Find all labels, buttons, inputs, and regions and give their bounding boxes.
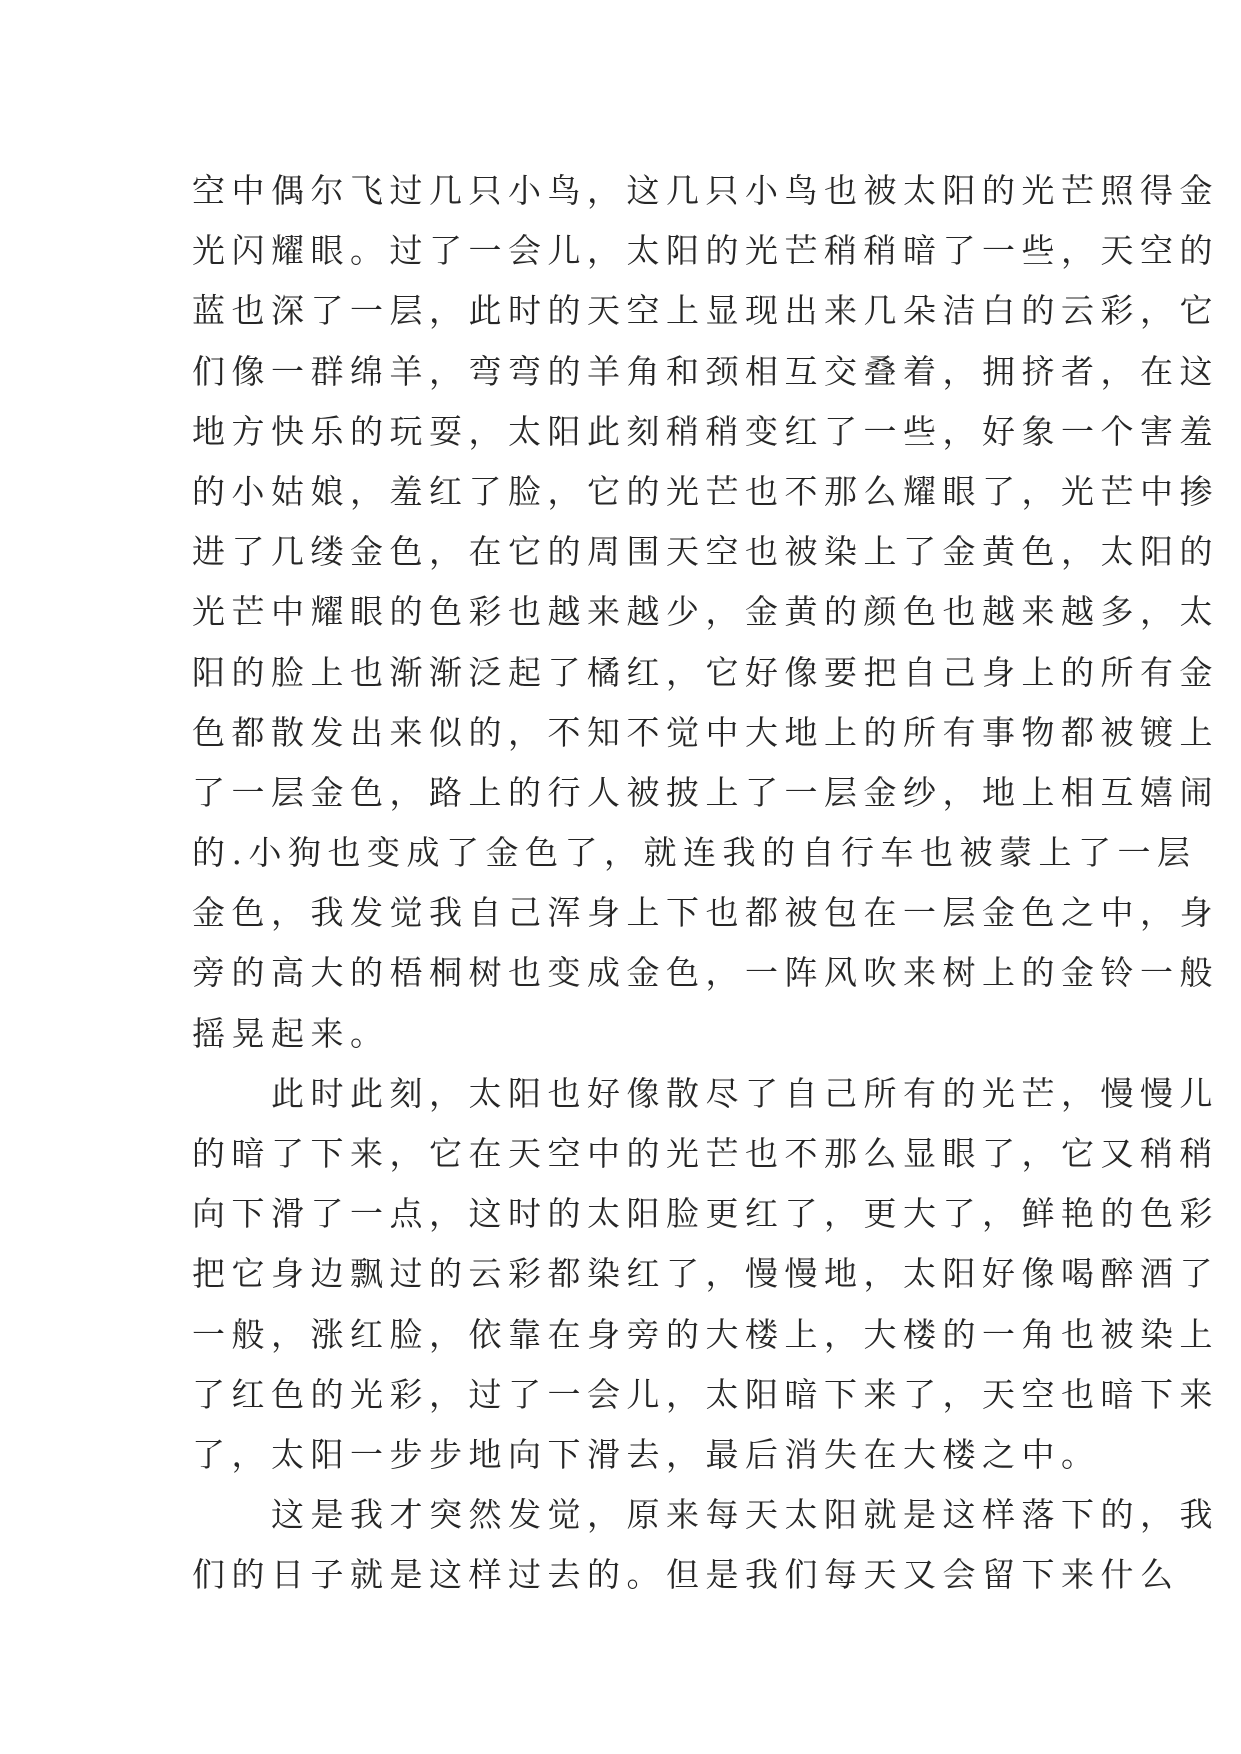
text-line: 一般，涨红脸，依靠在身旁的大楼上，大楼的一角也被染上: [192, 1314, 1219, 1354]
text-line: 这是我才突然发觉，原来每天太阳就是这样落下的，我: [192, 1495, 1219, 1535]
text-line: 地方快乐的玩耍，太阳此刻稍稍变红了一些，好象一个害羞: [192, 411, 1219, 451]
text-line: 金色，我发觉我自己浑身上下也都被包在一层金色之中，身: [192, 893, 1219, 933]
text-line: 们像一群绵羊，弯弯的羊角和颈相互交叠着，拥挤者，在这: [192, 351, 1219, 391]
text-line: 的.小狗也变成了金色了，就连我的自行车也被蒙上了一层: [192, 833, 1197, 873]
text-line: 向下滑了一点，这时的太阳脸更红了，更大了，鲜艳的色彩: [192, 1194, 1219, 1234]
text-line: 阳的脸上也渐渐泛起了橘红，它好像要把自己身上的所有金: [192, 652, 1219, 692]
text-line: 摇晃起来。: [192, 1013, 390, 1053]
text-line: 色都散发出来似的，不知不觉中大地上的所有事物都被镀上: [192, 712, 1219, 752]
text-line: 了红色的光彩，过了一会儿，太阳暗下来了，天空也暗下来: [192, 1374, 1219, 1414]
text-line: 光闪耀眼。过了一会儿，太阳的光芒稍稍暗了一些，天空的: [192, 231, 1219, 271]
text-line: 旁的高大的梧桐树也变成金色，一阵风吹来树上的金铃一般: [192, 953, 1219, 993]
text-line: 的暗了下来，它在天空中的光芒也不那么显眼了，它又稍稍: [192, 1134, 1219, 1173]
text-line: 进了几缕金色，在它的周围天空也被染上了金黄色，太阳的: [192, 532, 1219, 572]
text-line: 空中偶尔飞过几只小鸟，这几只小鸟也被太阳的光芒照得金: [192, 171, 1219, 210]
text-line: 了一层金色，路上的行人被披上了一层金纱，地上相互嬉闹: [192, 772, 1219, 812]
text-line: 们的日子就是这样过去的。但是我们每天又会留下来什么: [192, 1555, 1180, 1595]
text-line: 光芒中耀眼的色彩也越来越少，金黄的颜色也越来越多，太: [192, 592, 1219, 632]
text-line: 把它身边飘过的云彩都染红了，慢慢地，太阳好像喝醉酒了: [192, 1254, 1219, 1294]
text-line: 了，太阳一步步地向下滑去，最后消失在大楼之中。: [192, 1434, 1101, 1474]
body-text: [192, 161, 1219, 1606]
text-line: 的小姑娘，羞红了脸，它的光芒也不那么耀眼了，光芒中掺: [192, 471, 1219, 511]
text-line: 蓝也深了一层，此时的天空上显现出来几朵洁白的云彩，它: [192, 291, 1219, 331]
text-line: 此时此刻，太阳也好像散尽了自己所有的光芒，慢慢儿: [192, 1073, 1219, 1113]
